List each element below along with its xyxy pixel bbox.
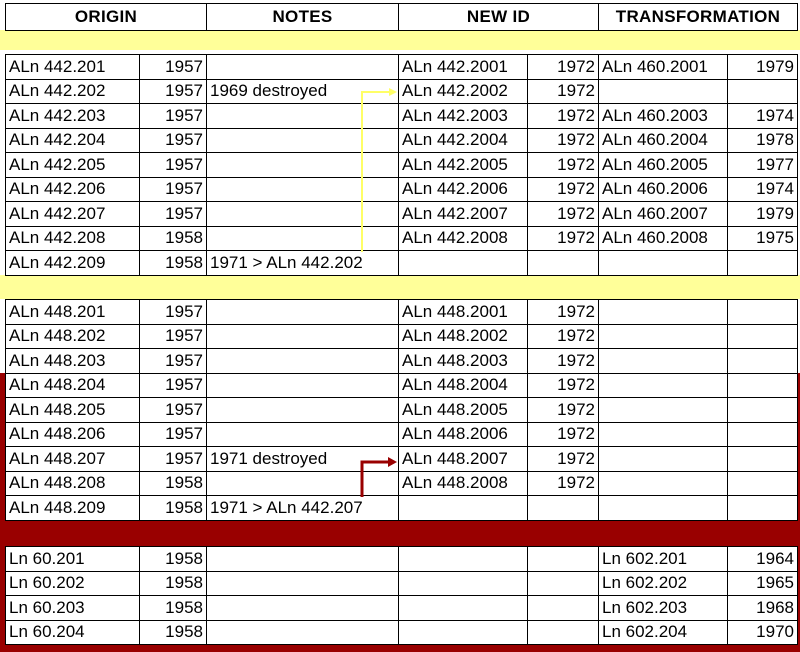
cell-notes (207, 177, 399, 202)
table-row (6, 177, 798, 202)
cell-new-year: 1972 (528, 447, 599, 472)
cell-new-year: 1972 (528, 422, 599, 447)
cell-transformation-id (599, 398, 728, 423)
cell-transformation-year (728, 300, 798, 325)
cell-new-year: 1972 (528, 471, 599, 496)
cell-origin-year: 1957 (140, 349, 207, 374)
cell-transformation-year: 1974 (728, 177, 798, 202)
cell-transformation-id (599, 349, 728, 374)
cell-new-id (399, 620, 528, 645)
cell-notes: 1971 > ALn 442.207 (207, 496, 399, 521)
cell-transformation-year: 1965 (728, 571, 798, 596)
cell-origin-id: ALn 448.206 (6, 422, 140, 447)
cell-notes (207, 571, 399, 596)
cell-origin-year: 1958 (140, 226, 207, 251)
cell-new-id: ALn 448.2005 (399, 398, 528, 423)
group-ln-60 (5, 546, 798, 645)
cell-new-year: 1972 (528, 300, 599, 325)
cell-origin-year: 1958 (140, 471, 207, 496)
cell-transformation-year: 1975 (728, 226, 798, 251)
cell-transformation-id: ALn 460.2001 (599, 55, 728, 80)
cell-notes: 1971 destroyed (207, 447, 399, 472)
header-origin: ORIGIN (6, 4, 207, 31)
group-aln-442 (5, 54, 798, 276)
cell-new-id: ALn 442.2005 (399, 153, 528, 178)
cell-origin-id: Ln 60.203 (6, 596, 140, 621)
cell-new-id: ALn 448.2006 (399, 422, 528, 447)
cell-transformation-id: Ln 602.203 (599, 596, 728, 621)
cell-origin-year: 1957 (140, 398, 207, 423)
cell-new-id (399, 571, 528, 596)
table-row (6, 547, 798, 572)
cell-transformation-id (599, 251, 728, 276)
table-row (6, 571, 798, 596)
table-row (6, 324, 798, 349)
table-row (6, 349, 798, 374)
cell-new-year (528, 251, 599, 276)
cell-new-id: ALn 448.2007 (399, 447, 528, 472)
table-row (6, 153, 798, 178)
cell-new-year (528, 620, 599, 645)
header-row (5, 3, 798, 31)
cell-new-year: 1972 (528, 324, 599, 349)
table-row (6, 300, 798, 325)
cell-transformation-id (599, 496, 728, 521)
cell-transformation-year: 1974 (728, 104, 798, 129)
cell-new-id: ALn 442.2008 (399, 226, 528, 251)
cell-origin-year: 1958 (140, 496, 207, 521)
table-row (6, 128, 798, 153)
cell-notes (207, 153, 399, 178)
header-notes: NOTES (207, 4, 399, 31)
header-new-id: NEW ID (399, 4, 599, 31)
table-row (6, 398, 798, 423)
header-transformation: TRANSFORMATION (599, 4, 798, 31)
cell-new-id: ALn 442.2003 (399, 104, 528, 129)
cell-transformation-year (728, 398, 798, 423)
cell-origin-id: Ln 60.202 (6, 571, 140, 596)
cell-transformation-id (599, 447, 728, 472)
cell-transformation-id (599, 79, 728, 104)
cell-notes (207, 300, 399, 325)
cell-notes: 1971 > ALn 442.202 (207, 251, 399, 276)
cell-origin-id: Ln 60.204 (6, 620, 140, 645)
cell-new-id: ALn 448.2001 (399, 300, 528, 325)
cell-origin-id: ALn 442.209 (6, 251, 140, 276)
cell-notes (207, 596, 399, 621)
cell-new-id: ALn 448.2008 (399, 471, 528, 496)
cell-new-id (399, 596, 528, 621)
cell-origin-year: 1957 (140, 55, 207, 80)
table-row (6, 251, 798, 276)
cell-origin-id: ALn 448.207 (6, 447, 140, 472)
cell-transformation-year: 1978 (728, 128, 798, 153)
cell-notes (207, 422, 399, 447)
cell-transformation-id: ALn 460.2005 (599, 153, 728, 178)
cell-notes (207, 349, 399, 374)
cell-origin-year: 1957 (140, 128, 207, 153)
cell-new-year: 1972 (528, 349, 599, 374)
cell-transformation-year (728, 471, 798, 496)
cell-transformation-year (728, 373, 798, 398)
cell-origin-year: 1957 (140, 177, 207, 202)
cell-new-id: ALn 448.2003 (399, 349, 528, 374)
cell-origin-year: 1958 (140, 547, 207, 572)
cell-new-year: 1972 (528, 55, 599, 80)
cell-origin-year: 1957 (140, 373, 207, 398)
cell-new-year: 1972 (528, 79, 599, 104)
cell-notes (207, 373, 399, 398)
cell-new-id (399, 251, 528, 276)
cell-origin-id: ALn 448.203 (6, 349, 140, 374)
cell-transformation-id: ALn 460.2006 (599, 177, 728, 202)
cell-transformation-id: ALn 460.2007 (599, 202, 728, 227)
cell-origin-id: ALn 448.205 (6, 398, 140, 423)
table-row (6, 620, 798, 645)
cell-new-id: ALn 442.2007 (399, 202, 528, 227)
group-aln-448 (5, 299, 798, 521)
cell-origin-year: 1957 (140, 79, 207, 104)
cell-origin-year: 1957 (140, 104, 207, 129)
table-row (6, 226, 798, 251)
cell-new-id: ALn 442.2001 (399, 55, 528, 80)
cell-notes (207, 55, 399, 80)
cell-origin-year: 1958 (140, 596, 207, 621)
cell-notes (207, 202, 399, 227)
cell-new-year (528, 571, 599, 596)
cell-transformation-id (599, 422, 728, 447)
table-row (6, 79, 798, 104)
yellow-band-top (0, 30, 800, 50)
cell-transformation-year (728, 422, 798, 447)
cell-transformation-id: Ln 602.204 (599, 620, 728, 645)
cell-origin-id: ALn 442.203 (6, 104, 140, 129)
cell-new-year: 1972 (528, 226, 599, 251)
cell-origin-year: 1957 (140, 300, 207, 325)
cell-new-year: 1972 (528, 398, 599, 423)
cell-origin-id: ALn 442.206 (6, 177, 140, 202)
cell-new-year: 1972 (528, 177, 599, 202)
cell-new-year: 1972 (528, 373, 599, 398)
cell-notes (207, 226, 399, 251)
cell-new-year (528, 547, 599, 572)
table-row (6, 202, 798, 227)
cell-new-id: ALn 442.2004 (399, 128, 528, 153)
table-row (6, 422, 798, 447)
table-row (6, 104, 798, 129)
cell-origin-id: ALn 448.201 (6, 300, 140, 325)
cell-transformation-year: 1977 (728, 153, 798, 178)
cell-new-id (399, 496, 528, 521)
cell-transformation-id: Ln 602.201 (599, 547, 728, 572)
cell-transformation-year (728, 79, 798, 104)
table-row (6, 447, 798, 472)
cell-origin-id: ALn 442.205 (6, 153, 140, 178)
cell-transformation-year (728, 447, 798, 472)
cell-origin-id: ALn 448.208 (6, 471, 140, 496)
cell-new-year: 1972 (528, 153, 599, 178)
cell-new-year: 1972 (528, 202, 599, 227)
table-row (6, 471, 798, 496)
cell-notes (207, 620, 399, 645)
cell-transformation-id: ALn 460.2003 (599, 104, 728, 129)
cell-transformation-id: Ln 602.202 (599, 571, 728, 596)
cell-new-year: 1972 (528, 104, 599, 129)
cell-transformation-id: ALn 460.2008 (599, 226, 728, 251)
cell-notes (207, 398, 399, 423)
cell-new-id: ALn 442.2006 (399, 177, 528, 202)
cell-new-year (528, 496, 599, 521)
table-row (6, 596, 798, 621)
cell-transformation-year (728, 324, 798, 349)
cell-transformation-id (599, 324, 728, 349)
cell-origin-year: 1957 (140, 202, 207, 227)
cell-origin-id: ALn 442.204 (6, 128, 140, 153)
cell-origin-id: ALn 448.204 (6, 373, 140, 398)
cell-transformation-id (599, 373, 728, 398)
cell-new-id: ALn 442.2002 (399, 79, 528, 104)
cell-transformation-year: 1970 (728, 620, 798, 645)
cell-origin-year: 1958 (140, 251, 207, 276)
cell-transformation-id (599, 471, 728, 496)
table-row (6, 373, 798, 398)
cell-transformation-id (599, 300, 728, 325)
cell-new-year (528, 596, 599, 621)
cell-transformation-year: 1964 (728, 547, 798, 572)
cell-transformation-year (728, 496, 798, 521)
cell-new-id: ALn 448.2002 (399, 324, 528, 349)
cell-notes (207, 471, 399, 496)
cell-notes (207, 128, 399, 153)
yellow-band-mid (0, 275, 800, 299)
cell-transformation-year (728, 349, 798, 374)
cell-origin-year: 1957 (140, 422, 207, 447)
cell-notes (207, 547, 399, 572)
cell-origin-id: ALn 448.209 (6, 496, 140, 521)
cell-origin-id: Ln 60.201 (6, 547, 140, 572)
cell-transformation-id: ALn 460.2004 (599, 128, 728, 153)
cell-transformation-year: 1968 (728, 596, 798, 621)
cell-origin-year: 1957 (140, 324, 207, 349)
table-row (6, 496, 798, 521)
cell-origin-year: 1958 (140, 571, 207, 596)
cell-origin-id: ALn 442.201 (6, 55, 140, 80)
cell-new-year: 1972 (528, 128, 599, 153)
cell-notes: 1969 destroyed (207, 79, 399, 104)
cell-origin-year: 1957 (140, 153, 207, 178)
cell-transformation-year: 1979 (728, 202, 798, 227)
cell-new-id: ALn 448.2004 (399, 373, 528, 398)
table-row (6, 55, 798, 80)
cell-origin-id: ALn 448.202 (6, 324, 140, 349)
cell-notes (207, 324, 399, 349)
cell-transformation-year (728, 251, 798, 276)
cell-origin-id: ALn 442.208 (6, 226, 140, 251)
cell-transformation-year: 1979 (728, 55, 798, 80)
cell-origin-id: ALn 442.207 (6, 202, 140, 227)
cell-new-id (399, 547, 528, 572)
cell-notes (207, 104, 399, 129)
cell-origin-year: 1958 (140, 620, 207, 645)
cell-origin-year: 1957 (140, 447, 207, 472)
cell-origin-id: ALn 442.202 (6, 79, 140, 104)
